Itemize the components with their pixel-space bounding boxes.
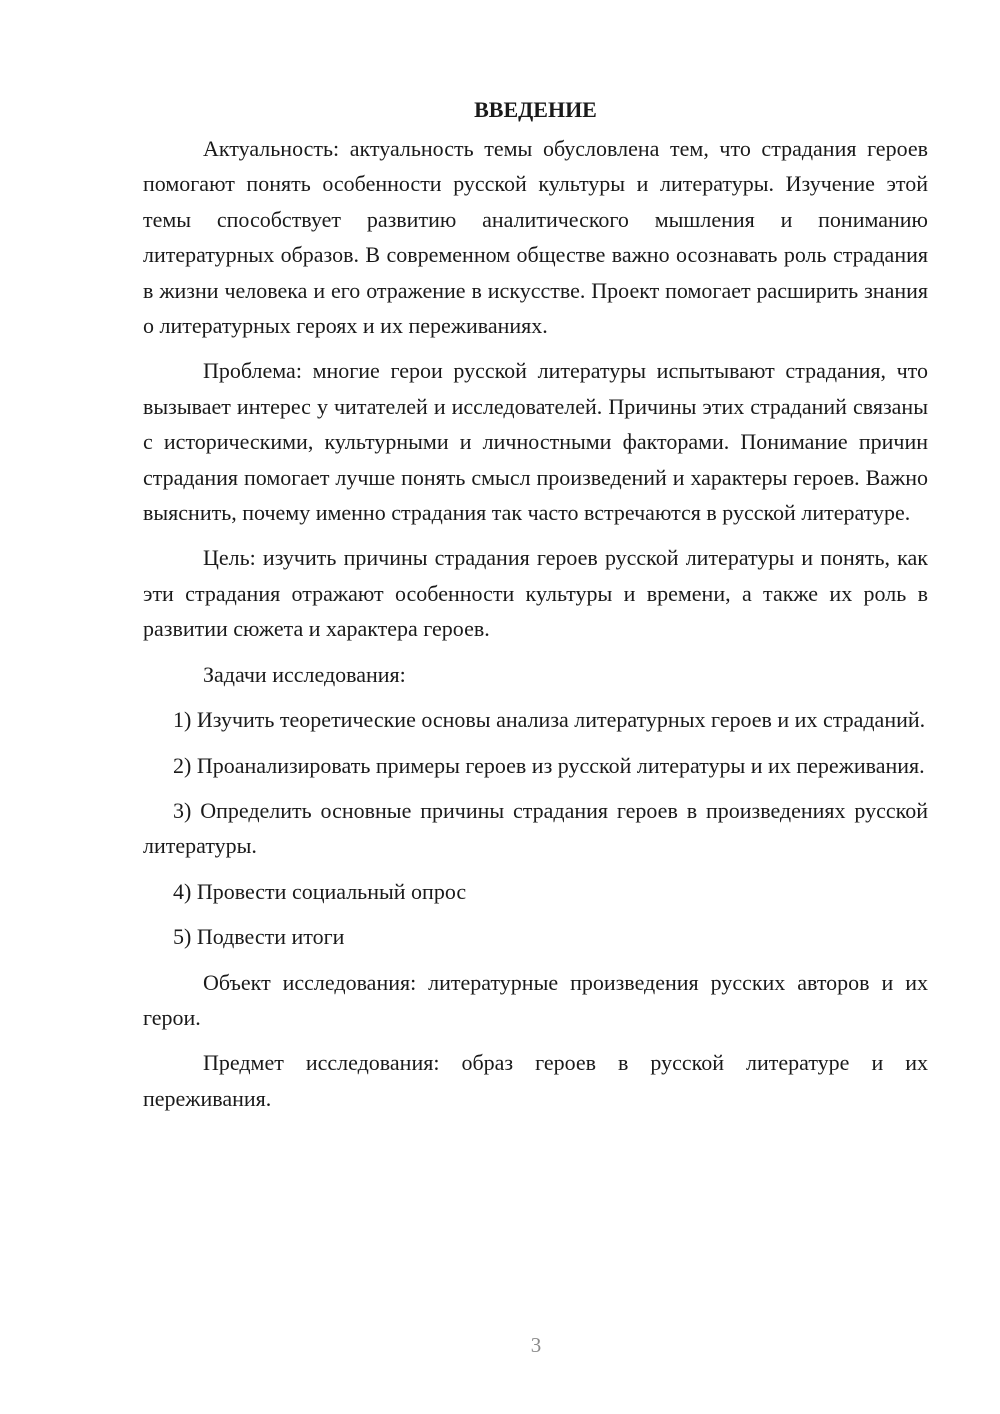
tasks-heading: Задачи исследования: (203, 661, 406, 687)
task-item-1: 1) Изучить теоретические основы анализа литературных героев и их страданий. (173, 707, 926, 733)
page-title: ВВЕДЕНИЕ (474, 97, 597, 122)
paragraph-relevance: Актуальность: актуальность темы обусловлена тем, что страдания героев помогают понять особенности русской культуры и литературы. Изучение этой темы способствует развитию аналитического мышления и пониманию литературных образов. В современном обществе важно осознавать роль страдания в жизни человека и его отражение в искусстве. Проект помогает расширить знания о литературных героях и их переживаниях. (143, 136, 928, 339)
paragraph-goal: Цель: изучить причины страдания героев русской литературы и понять, как эти страдания отражают особенности культуры и времени, а также их роль в развитии сюжета и характера героев. (143, 545, 928, 642)
task-item-5: 5) Подвести итоги (173, 924, 345, 950)
paragraph-problem: Проблема: многие герои русской литературы испытывают страдания, что вызывает интерес у читателей и исследователей. Причины этих страданий связаны с историческими, культурными и личностными факторами. Понимание причин страдания помогает лучше понять смысл произведений и характеры героев. Важно выяснить, почему именно страдания так часто встречаются в русской литературе. (143, 358, 928, 526)
task-item-3: 3) Определить основные причины страдания героев в произведениях русской литературы. (143, 797, 928, 859)
paragraph-subject: Предмет исследования: образ героев в русской литературе и их переживания. (143, 1050, 928, 1111)
page-number: 3 (530, 1333, 542, 1357)
task-item-2: 2) Проанализировать примеры героев из русской литературы и их переживания. (173, 752, 925, 778)
page-content (143, 92, 928, 1126)
task-item-4: 4) Провести социальный опрос (173, 878, 467, 904)
paragraph-object: Объект исследования: литературные произведения русских авторов и их герои. (143, 969, 928, 1030)
